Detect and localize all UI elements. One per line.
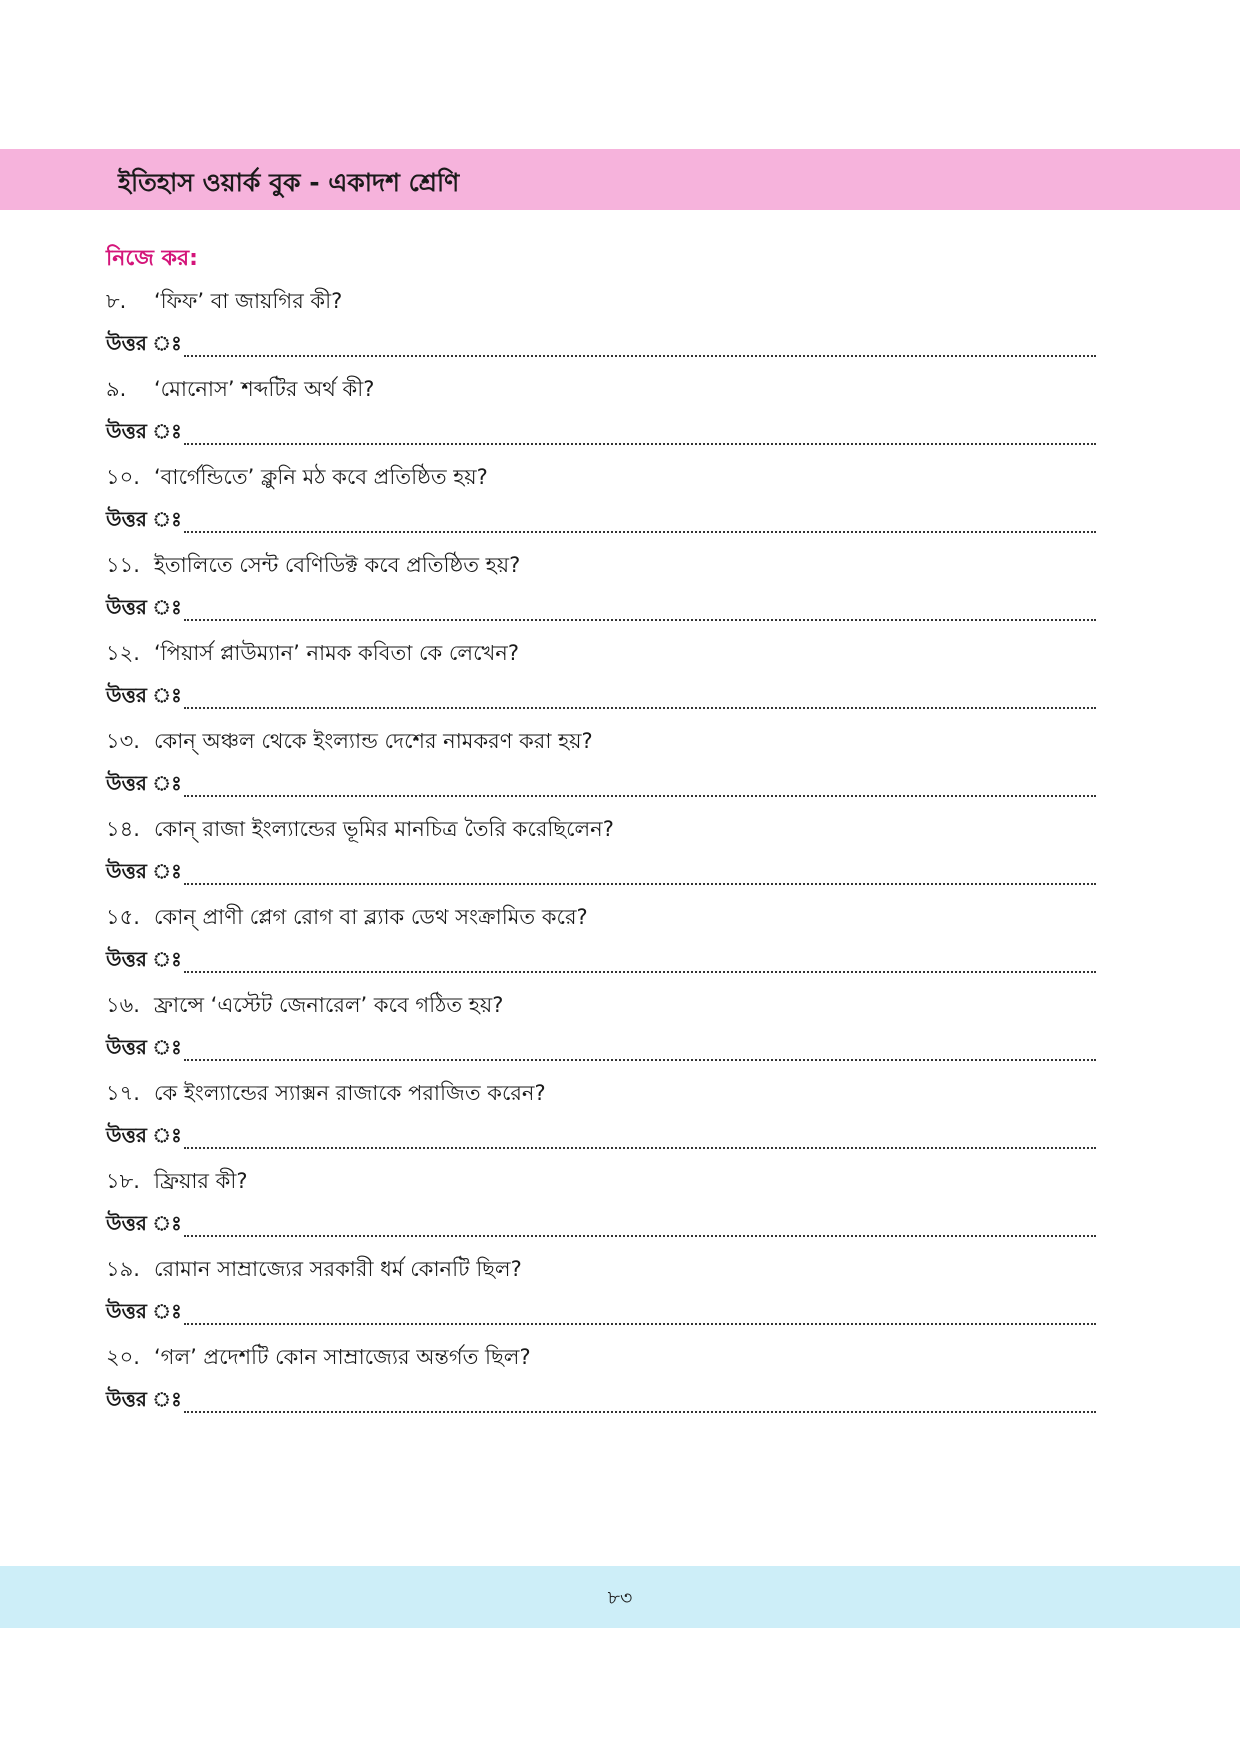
answer-label: উত্তর ঃ [106,1123,182,1147]
question-row [106,720,1096,764]
question-text: ফ্রিয়ার কী? [154,1168,248,1193]
question-row [106,1160,1096,1204]
answer-label: উত্তর ঃ [106,771,182,795]
page-number: ৮৩ [607,1587,633,1609]
answer-label: উত্তর ঃ [106,859,182,883]
answer-row [106,1028,1096,1072]
question-row [106,1336,1096,1380]
question-number: ১৪. [106,816,140,841]
answer-blank-line[interactable] [184,971,1096,973]
answer-blank-line[interactable] [184,443,1096,445]
answer-label: উত্তর ঃ [106,947,182,971]
question-item [106,456,1096,544]
question-row [106,632,1096,676]
section-heading: নিজে কর: [106,246,198,271]
answer-row [106,500,1096,544]
question-item [106,896,1096,984]
question-number: ৮. [106,288,127,313]
question-list [106,280,1096,1424]
question-number: ১৫. [106,904,140,929]
question-row [106,1072,1096,1116]
answer-blank-line[interactable] [184,1059,1096,1061]
question-number: ১৮. [106,1168,140,1193]
answer-label: উত্তর ঃ [106,1387,182,1411]
answer-label: উত্তর ঃ [106,1211,182,1235]
question-text: কোন্ রাজা ইংল্যান্ডের ভূমির মানচিত্র তৈরি করেছিলেন? [154,816,614,841]
answer-row [106,676,1096,720]
question-row [106,280,1096,324]
answer-label: উত্তর ঃ [106,1035,182,1059]
answer-blank-line[interactable] [184,1235,1096,1237]
question-number: ৯. [106,376,127,401]
answer-blank-line[interactable] [184,1411,1096,1413]
question-item [106,1336,1096,1424]
answer-blank-line[interactable] [184,707,1096,709]
answer-row [106,324,1096,368]
footer-band [0,1566,1240,1628]
question-text: ‘গল’ প্রদেশটি কোন সাম্রাজ্যের অন্তর্গত ছিল? [154,1344,531,1369]
question-item [106,1160,1096,1248]
question-item [106,1072,1096,1160]
answer-label: উত্তর ঃ [106,1299,182,1323]
answer-label: উত্তর ঃ [106,331,182,355]
header-band [0,149,1240,210]
answer-blank-line[interactable] [184,619,1096,621]
question-row [106,368,1096,412]
question-text: ফ্রান্সে ‘এস্টেট জেনারেল’ কবে গঠিত হয়? [154,992,504,1017]
question-text: ‘ফিফ’ বা জায়গির কী? [154,288,343,313]
question-text: কোন্ অঞ্চল থেকে ইংল্যান্ড দেশের নামকরণ করা হয়? [154,728,593,753]
question-text: ইতালিতে সেন্ট বেণিডিক্ট কবে প্রতিষ্ঠিত হয়? [154,552,521,577]
question-number: ১৯. [106,1256,140,1281]
answer-label: উত্তর ঃ [106,595,182,619]
question-item [106,808,1096,896]
answer-row [106,1116,1096,1160]
answer-row [106,940,1096,984]
question-row [106,1248,1096,1292]
answer-row [106,1380,1096,1424]
question-row [106,984,1096,1028]
answer-blank-line[interactable] [184,531,1096,533]
question-row [106,544,1096,588]
question-number: ১৩. [106,728,140,753]
answer-blank-line[interactable] [184,883,1096,885]
answer-label: উত্তর ঃ [106,419,182,443]
question-item [106,368,1096,456]
answer-row [106,588,1096,632]
question-number: ২০. [106,1344,140,1369]
question-number: ১২. [106,640,140,665]
answer-blank-line[interactable] [184,1147,1096,1149]
question-text: রোমান সাম্রাজ্যের সরকারী ধর্ম কোনটি ছিল? [154,1256,522,1281]
answer-row [106,764,1096,808]
question-row [106,896,1096,940]
question-item [106,1248,1096,1336]
answer-label: উত্তর ঃ [106,507,182,531]
question-item [106,632,1096,720]
question-number: ১৬. [106,992,140,1017]
answer-row [106,1204,1096,1248]
question-item [106,720,1096,808]
question-text: ‘মোনোস’ শব্দটির অর্থ কী? [154,376,375,401]
answer-row [106,412,1096,456]
answer-blank-line[interactable] [184,355,1096,357]
question-row [106,456,1096,500]
answer-blank-line[interactable] [184,1323,1096,1325]
answer-row [106,1292,1096,1336]
question-item [106,984,1096,1072]
answer-row [106,852,1096,896]
page-header-title: ইতিহাস ওয়ার্ক বুক - একাদশ শ্রেণি [118,168,460,197]
answer-label: উত্তর ঃ [106,683,182,707]
question-item [106,280,1096,368]
question-item [106,544,1096,632]
question-number: ১০. [106,464,140,489]
answer-blank-line[interactable] [184,795,1096,797]
question-text: ‘বার্গেন্ডিতে’ ক্লুনি মঠ কবে প্রতিষ্ঠিত হয়? [154,464,488,489]
question-row [106,808,1096,852]
question-text: কে ইংল্যান্ডের স্যাক্সন রাজাকে পরাজিত করেন? [154,1080,546,1105]
question-text: ‘পিয়ার্স প্লাউম্যান’ নামক কবিতা কে লেখেন? [154,640,519,665]
question-number: ১৭. [106,1080,140,1105]
question-text: কোন্ প্রাণী প্লেগ রোগ বা ব্ল্যাক ডেথ সংক্রামিত করে? [154,904,588,929]
question-number: ১১. [106,552,140,577]
